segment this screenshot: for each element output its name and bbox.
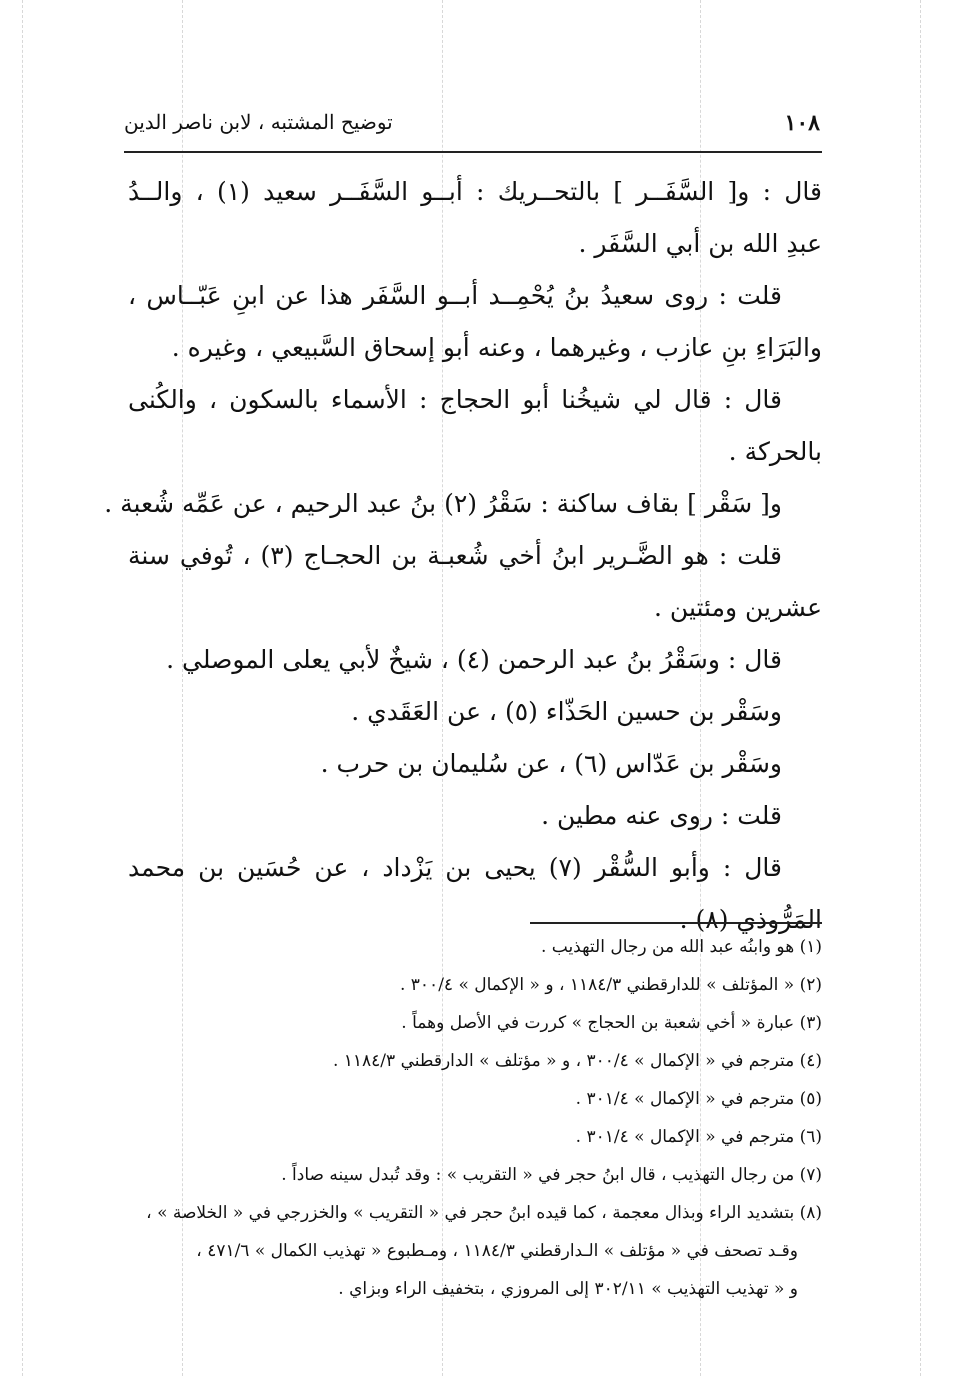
text-line: وسَقْر بن عَدّاس (٦) ، عن سُليمان بن حرب .: [320, 749, 782, 778]
footnotes: [124, 928, 822, 1308]
text-line: قال : قال لي شيخُنا أبو الحجاج : الأسماء بالسكون ، والكُنى: [128, 385, 782, 414]
footnote-rule: [530, 922, 822, 924]
page-number: ١٠٨: [784, 110, 820, 136]
text-line: بالحركة .: [728, 437, 822, 466]
footnote: (٢) « المؤتلف » للدارقطني ١١٨٤/٣ ، و « الإكمال » ٣٠٠/٤ .: [399, 975, 822, 995]
footnote: (٤) مترجم في « الإكمال » ٣٠٠/٤ ، و « مؤتلف » الدارقطني ١١٨٤/٣ .: [332, 1051, 822, 1071]
text-line: والبَرَاءِ بنِ عازب ، وغيرهما ، وعنه أبو إسحاق السَّبيعي ، وغيره .: [171, 333, 822, 362]
footnote: (٧) من رجال التهذيب ، قال ابنُ حجر في « التقريب » : وقد تُبدل سينه صاداً .: [281, 1165, 822, 1185]
text-line: المَرُّوذي (٨) .: [679, 905, 822, 934]
scan-guide-line: [22, 0, 23, 1376]
text-line: عبدِ الله بن أبي السَّفَر .: [578, 229, 822, 258]
main-text: [104, 166, 822, 946]
text-line: وسَقْر بن حسين الحَذّاء (٥) ، عن العَقَدي .: [351, 697, 782, 726]
text-line: قلت : روى سعيدُ بنُ يُحْمِــد أبــو السَّفَر هذا عن ابنِ عَبّــاس ،: [128, 281, 782, 310]
footnote: (٣) عبارة « أخي شعبة بن الحجاج » كررت في الأصل وهماً .: [401, 1013, 822, 1033]
footnote-continuation: وقـد تصحف في « مؤتلف » الـدارقطني ١١٨٤/٣ ، ومـطبوع « تهذيب الكمال » ٤٧١/٦ ،: [196, 1241, 798, 1261]
text-line: قال : و[ السَّفَــر ] بالتحــريك : أبــو السَّفَــر سعيد (١) ، والــدُ: [128, 177, 822, 206]
scan-guide-line: [920, 0, 921, 1376]
header-rule: [124, 151, 822, 153]
text-line: قلت : روى عنه مطين .: [541, 801, 782, 830]
footnote: (٦) مترجم في « الإكمال » ٣٠١/٤ .: [575, 1127, 822, 1147]
footnote-continuation: و « تهذيب التهذيب » ٣٠٢/١١ إلى المروزي ، بتخفيف الراء وبزاي .: [338, 1279, 798, 1299]
text-line: قال : وسَقْرُ بنُ عبد الرحمن (٤) ، شيخٌ لأبي يعلى الموصلي .: [166, 645, 782, 674]
text-line: قال : وأبو السُّقْر (٧) يحيى بن يَزْداد ، عن حُسَين بن محمد: [128, 853, 782, 882]
text-line: قلت : هو الضَّـرير ابنُ أخي شُعبـة بن الحجـاج (٣) ، تُوفي سنة: [128, 541, 782, 570]
text-line: و[ سَقْر ] بقاف ساكنة : سَقْرُ (٢) بنُ عبد الرحيم ، عن عَمِّه شُعبة .: [104, 489, 782, 518]
running-title: توضيح المشتبه ، لابن ناصر الدين: [124, 110, 393, 134]
footnote: (١) هو وابنُه عبد الله من رجال التهذيب .: [540, 937, 822, 957]
footnote: (٥) مترجم في « الإكمال » ٣٠١/٤ .: [575, 1089, 822, 1109]
text-line: عشرين ومئتين .: [654, 593, 822, 622]
page-header: [124, 106, 820, 146]
footnote: (٨) بتشديد الراء وبذال معجمة ، كما قيده ابنُ حجر في « التقريب » والخزرجي في « الخلاصة » ،: [146, 1203, 822, 1223]
